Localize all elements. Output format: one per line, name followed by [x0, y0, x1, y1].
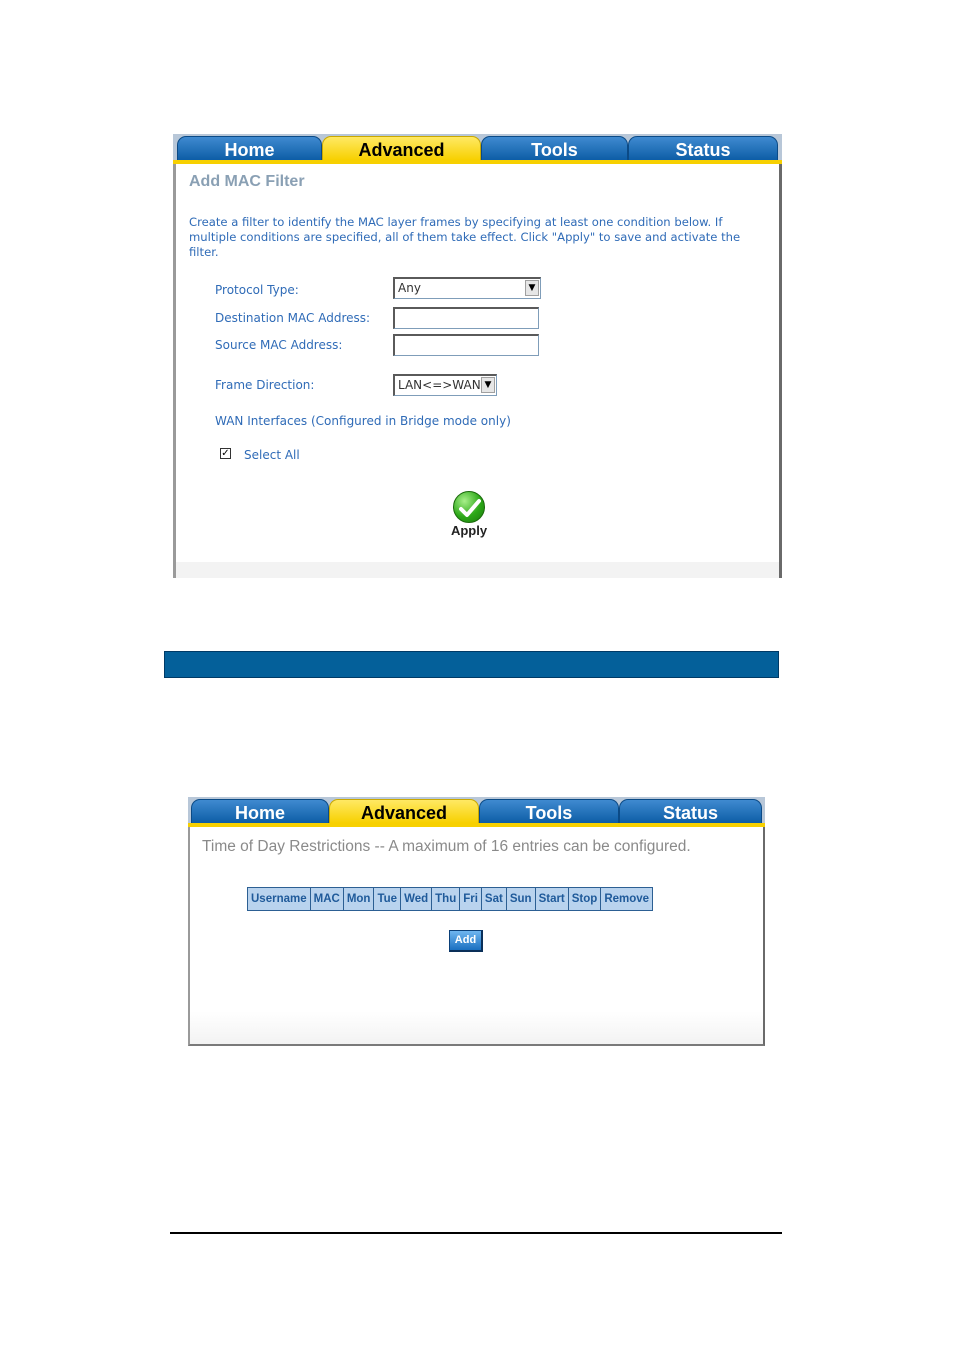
page-title: Time of Day Restrictions -- A maximum of 16 entries can be configured. — [202, 838, 691, 855]
apply-label: Apply — [450, 523, 488, 538]
add-button[interactable]: Add — [449, 930, 483, 952]
tab-tools[interactable]: Tools — [481, 136, 628, 160]
protocol-type-value: Any — [398, 281, 421, 295]
column-header: Sun — [506, 888, 535, 911]
checkmark-icon — [453, 491, 485, 523]
tab-home[interactable]: Home — [191, 799, 329, 823]
dest-mac-label: Destination MAC Address: — [215, 311, 371, 325]
panel-bottom-fade — [176, 562, 779, 578]
frame-direction-label: Frame Direction: — [215, 378, 315, 392]
tab-status[interactable]: Status — [628, 136, 778, 160]
tab-bar — [188, 797, 765, 827]
column-header: Username — [248, 888, 311, 911]
apply-button[interactable] — [446, 491, 492, 541]
tab-advanced[interactable]: Advanced — [329, 799, 479, 823]
column-header: Remove — [601, 888, 653, 911]
tab-tools[interactable]: Tools — [479, 799, 619, 823]
tab-bar — [173, 134, 782, 164]
column-header: Thu — [432, 888, 460, 911]
tab-advanced[interactable]: Advanced — [322, 136, 481, 160]
tab-status[interactable]: Status — [619, 799, 762, 823]
column-header: Stop — [568, 888, 601, 911]
src-mac-label: Source MAC Address: — [215, 338, 343, 352]
select-all-checkbox[interactable]: ✓ — [221, 448, 230, 459]
frame-direction-value: LAN<=>WAN — [398, 378, 481, 392]
frame-direction-select[interactable] — [393, 374, 497, 396]
restrictions-table — [247, 887, 653, 911]
tab-underline — [173, 160, 782, 164]
column-header: Sat — [481, 888, 506, 911]
column-header: Start — [535, 888, 568, 911]
column-header: Tue — [374, 888, 401, 911]
panel-left-border — [173, 164, 176, 578]
column-header: Mon — [343, 888, 374, 911]
panel-right-border — [779, 164, 782, 578]
time-restrictions-panel — [188, 797, 765, 1046]
wan-interfaces-label: WAN Interfaces (Configured in Bridge mode only) — [215, 414, 511, 428]
page-title: Add MAC Filter — [189, 173, 305, 190]
column-header: Wed — [401, 888, 432, 911]
column-header: Fri — [460, 888, 482, 911]
dest-mac-input[interactable] — [393, 307, 539, 329]
select-all-label: Select All — [244, 448, 300, 462]
chevron-down-icon: ▼ — [481, 377, 495, 393]
src-mac-input[interactable] — [393, 334, 539, 356]
protocol-type-select[interactable] — [393, 277, 541, 299]
table-header-row — [248, 888, 653, 911]
protocol-type-label: Protocol Type: — [215, 283, 299, 297]
page-description: Create a filter to identify the MAC layer frames by specifying at least one condition below. If multiple conditions are specified, all of them take effect. Click "Apply" to save and activate the filter. — [189, 215, 741, 259]
mac-filter-panel — [173, 134, 782, 578]
chevron-down-icon: ▼ — [525, 280, 539, 296]
column-header: MAC — [310, 888, 343, 911]
tab-home[interactable]: Home — [177, 136, 322, 160]
footer-rule — [170, 1232, 782, 1234]
section-divider-bar — [164, 651, 779, 678]
